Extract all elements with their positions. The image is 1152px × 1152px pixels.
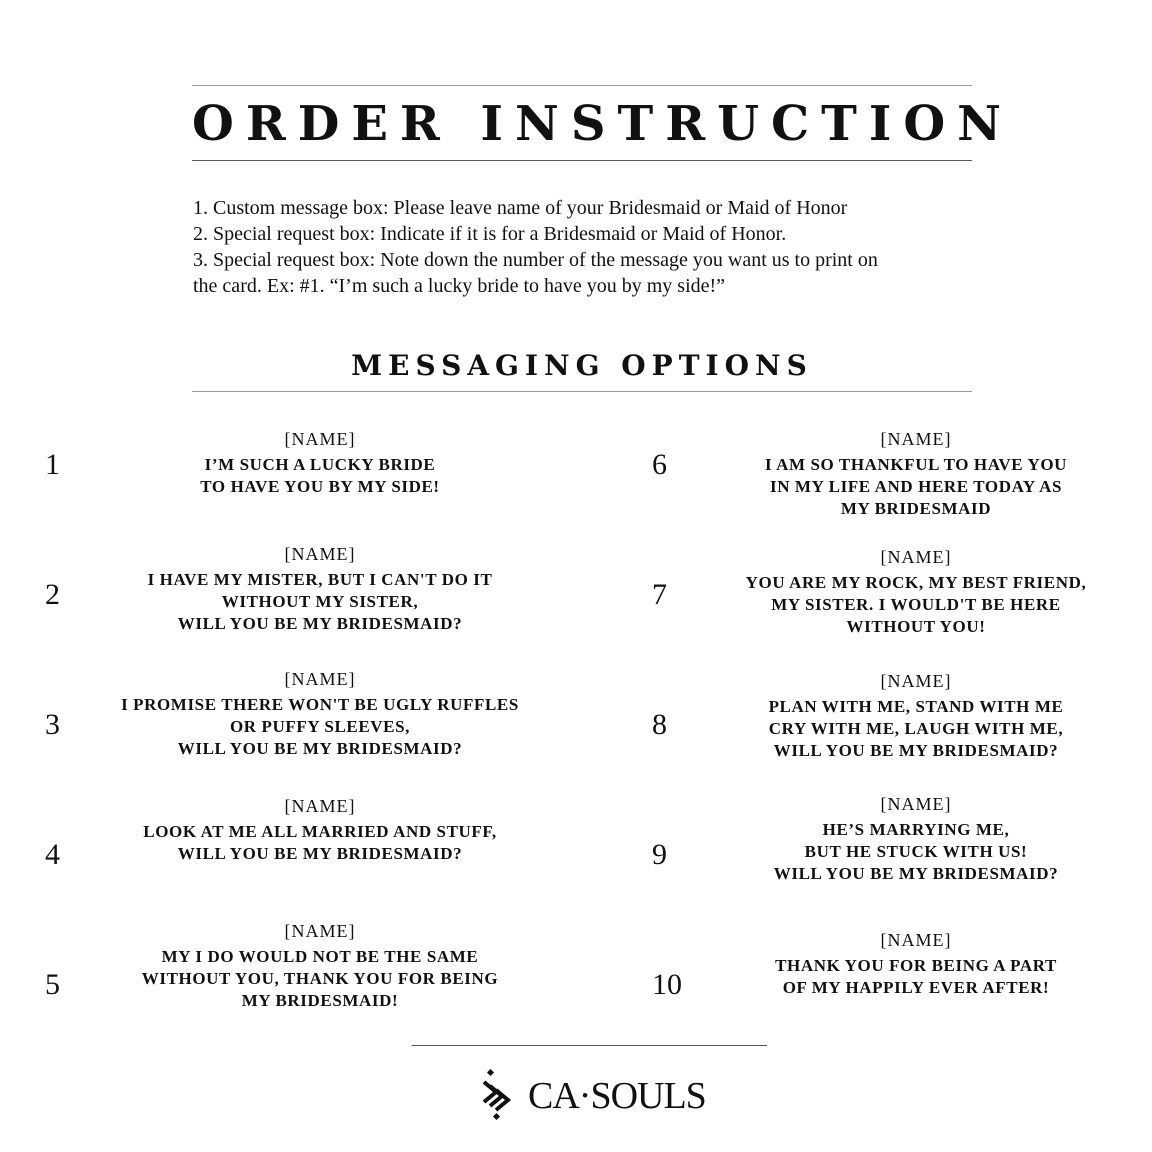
instruction-line-2: 2. Special request box: Indicate if it is for a Bridesmaid or Maid of Honor. <box>193 223 787 245</box>
message-line: I AM SO THANKFUL TO HAVE YOU <box>764 455 1068 474</box>
message-option <box>60 920 580 1012</box>
message-line: I’M SUCH A LUCKY BRIDE <box>204 455 436 474</box>
instruction-line-3: 3. Special request box: Note down the number of the message you want us to print on <box>193 249 878 271</box>
name-placeholder: [NAME] <box>880 547 952 567</box>
message-line: HE’S MARRYING ME, <box>822 820 1010 839</box>
option-number: 1 <box>45 448 60 481</box>
name-placeholder: [NAME] <box>880 671 952 691</box>
message-option <box>656 546 1152 638</box>
message-line: I HAVE MY MISTER, BUT I CAN'T DO IT <box>147 570 493 589</box>
message-option <box>60 795 580 865</box>
message-line: WILL YOU BE MY BRIDESMAID? <box>773 864 1059 883</box>
message-line: LOOK AT ME ALL MARRIED AND STUFF, <box>143 822 497 841</box>
option-number: 6 <box>652 448 667 481</box>
name-placeholder: [NAME] <box>284 921 356 941</box>
message-line: WITHOUT YOU! <box>846 617 986 636</box>
message-option <box>60 668 580 760</box>
title-top-rule <box>192 85 972 86</box>
message-line: MY SISTER. I WOULD'T BE HERE <box>771 595 1061 614</box>
message-line: CRY WITH ME, LAUGH WITH ME, <box>768 719 1064 738</box>
message-option <box>656 793 1152 885</box>
instruction-line-1: 1. Custom message box: Please leave name of your Bridesmaid or Maid of Honor <box>193 197 848 219</box>
message-line: WILL YOU BE MY BRIDESMAID? <box>177 739 463 758</box>
name-placeholder: [NAME] <box>880 794 952 814</box>
footer-rule <box>412 1045 767 1046</box>
title-bottom-rule <box>192 160 972 161</box>
message-line: I PROMISE THERE WON'T BE UGLY RUFFLES <box>121 695 519 714</box>
option-number: 4 <box>45 838 60 871</box>
option-number: 8 <box>652 708 667 741</box>
message-line: WILL YOU BE MY BRIDESMAID? <box>177 844 463 863</box>
message-line: OF MY HAPPILY EVER AFTER! <box>782 978 1050 997</box>
message-option <box>656 929 1152 999</box>
name-placeholder: [NAME] <box>284 544 356 564</box>
message-line: IN MY LIFE AND HERE TODAY AS <box>769 477 1062 496</box>
order-instructions <box>193 195 993 299</box>
message-line: WILL YOU BE MY BRIDESMAID? <box>773 741 1059 760</box>
option-number: 7 <box>652 578 667 611</box>
instruction-line-4: the card. Ex: #1. “I’m such a lucky bride to have you by my side!” <box>193 275 726 297</box>
name-placeholder: [NAME] <box>284 429 356 449</box>
message-option <box>656 670 1152 762</box>
diamond-chevron-logo-icon <box>480 1068 520 1124</box>
message-line: THANK YOU FOR BEING A PART <box>775 956 1057 975</box>
message-option <box>60 543 580 635</box>
message-line: WITHOUT YOU, THANK YOU FOR BEING <box>141 969 499 988</box>
option-number: 2 <box>45 578 60 611</box>
message-line: BUT HE STUCK WITH US! <box>804 842 1028 861</box>
message-line: TO HAVE YOU BY MY SIDE! <box>200 477 440 496</box>
name-placeholder: [NAME] <box>880 429 952 449</box>
message-line: MY BRIDESMAID <box>840 499 992 518</box>
message-option <box>656 428 1152 520</box>
message-option <box>60 428 580 498</box>
message-line: YOU ARE MY ROCK, MY BEST FRIEND, <box>745 573 1087 592</box>
message-line: WILL YOU BE MY BRIDESMAID? <box>177 614 463 633</box>
name-placeholder: [NAME] <box>880 930 952 950</box>
page-title: ORDER INSTRUCTION <box>192 96 1014 152</box>
brand-logo <box>480 1068 706 1124</box>
message-line: PLAN WITH ME, STAND WITH ME <box>768 697 1064 716</box>
message-line: MY BRIDESMAID! <box>241 991 399 1010</box>
name-placeholder: [NAME] <box>284 669 356 689</box>
option-number: 9 <box>652 838 667 871</box>
messaging-options-title: MESSAGING OPTIONS <box>351 349 813 382</box>
option-number: 3 <box>45 708 60 741</box>
message-line: OR PUFFY SLEEVES, <box>229 717 411 736</box>
messaging-options-rule <box>192 391 972 392</box>
brand-name: CA·SOULS <box>528 1075 706 1117</box>
name-placeholder: [NAME] <box>284 796 356 816</box>
message-line: MY I DO WOULD NOT BE THE SAME <box>161 947 479 966</box>
option-number: 10 <box>652 968 682 1001</box>
option-number: 5 <box>45 968 60 1001</box>
message-line: WITHOUT MY SISTER, <box>221 592 419 611</box>
